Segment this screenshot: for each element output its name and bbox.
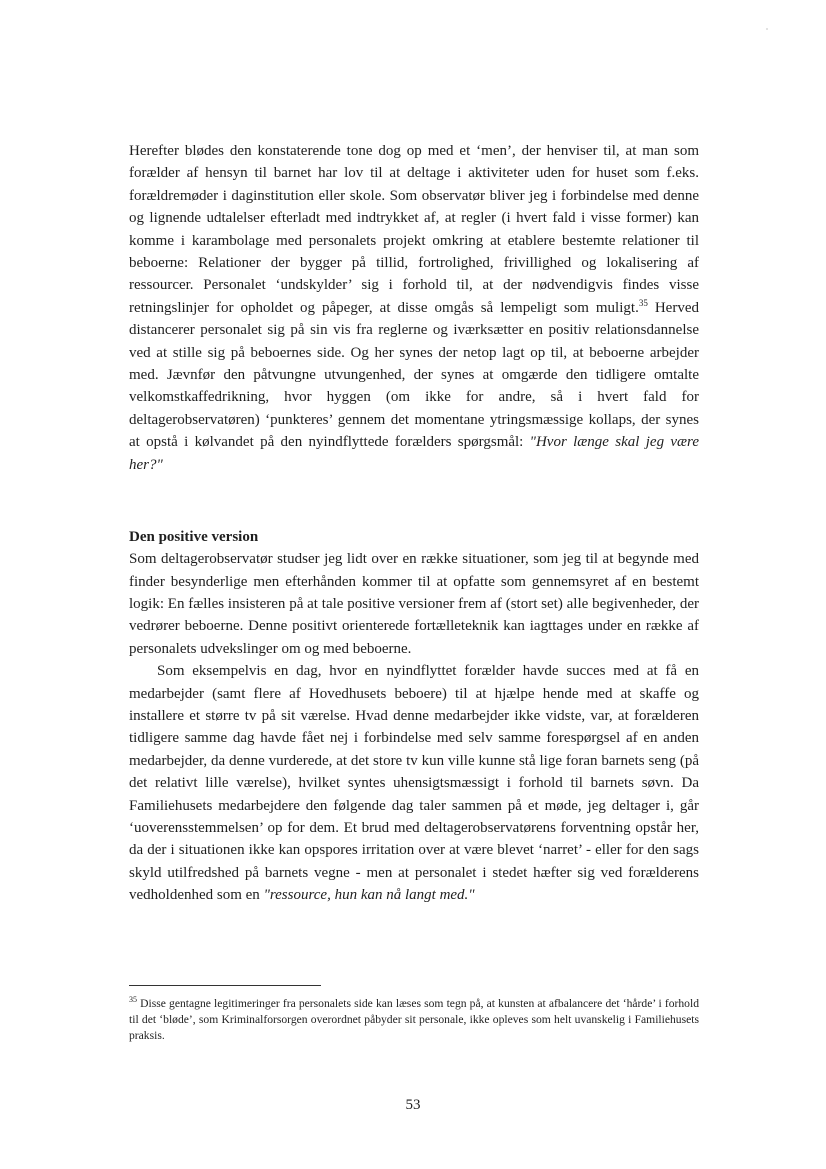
scan-speck bbox=[766, 28, 768, 30]
section-paragraph-2 bbox=[129, 660, 699, 906]
paragraph-1-quote: "Hvor længe skal jeg være her?" bbox=[129, 434, 699, 473]
footnote-text: Disse gentagne legitimeringer fra personalets side kan læses som tegn på, at kunsten at afbalancere det ‘hårde’ i forhold til det ‘bløde’, som Kriminalforsorgen overordnet påbyder sit personale, ikke opleves som helt uvanskelig i Familiehusets praksis. bbox=[129, 997, 699, 1042]
footnote-reference-35: 35 bbox=[638, 297, 648, 308]
section-paragraph-2-quote: "ressource, hun kan nå langt med." bbox=[263, 887, 475, 904]
paragraph-1-text-a: Herefter blødes den konstaterende tone dog op med et ‘men’, der henviser til, at man som forælder af hensyn til barnet har lov til at deltage i aktiviteter uden for huset som f.eks. forældremøder i daginstitution eller skole. Som observatør bliver jeg i forbindelse med denne og lignende udtalelser efterladt med indtrykket af, at regler (i hvert fald i visse former) kan komme i karambolage med personalets projekt omkring at etablere bestemte relationer til beboerne: Relationer der bygger på tillid, fortrolighed, frivillighed og lokalisering af ressourcer. Personalet ‘undskylder’ sig i forhold til, at der nødvendigvis findes visse retningslinjer for opholdet og påpeger, at disse omgås så lempeligt som muligt. bbox=[129, 143, 699, 316]
section-heading: Den positive version bbox=[129, 529, 259, 546]
paragraph-1-text-b: Herved distancerer personalet sig på sin vis fra reglerne og iværksætter en positiv relationsdannelse ved at stille sig på beboernes side. Og her synes der netop lagt op til, at beboerne arbejder med. Jævnfør den påtvungne utvungenhed, der synes at omgærde den tidligere omtalte velkomstkaffedrikning, hvor hyggen (om ikke for andre, så i hvert fald for deltagerobservatøren) ‘punkteres’ gennem det momentane ytringsmæssige kollaps, der synes at opstå i kølvandet på den nyindflyttede forælders spørgsmål: bbox=[129, 299, 699, 451]
section-paragraph-1: Som deltagerobservatør studser jeg lidt over en række situationer, som jeg til at begynde med finder besynderlige men efterhånden kommer til at opfatte som gennemsyret af en bestemt logik: En fælles insisteren på at tale positive versioner frem af (stort set) alle begivenheder, der vedrører beboerne. Denne positivt orienterede fortælleteknik kan iagttages under en række af personalets udvekslinger om og med beboerne. bbox=[129, 551, 699, 657]
body-paragraph-1 bbox=[129, 140, 699, 476]
footnote-number: 35 bbox=[129, 995, 137, 1005]
footnote-35 bbox=[129, 996, 699, 1044]
page-body bbox=[129, 140, 699, 907]
footnote-divider bbox=[129, 985, 321, 986]
section-paragraph-2-text: Som eksempelvis en dag, hvor en nyindflyttet forælder havde succes med at få en medarbejder (samt flere af Hovedhusets beboere) til at hjælpe hende med at skaffe og installere et større tv på sit værelse. Hvad denne medarbejder ikke vidste, var, at forælderen tidligere samme dag havde fået nej i forbindelse med selv samme forespørgsel af en anden medarbejder, da denne vurderede, at det store tv kun ville kunne stå lige foran barnets seng (på det relativt lille værelse), hvilket syntes uhensigtsmæssigt i forhold til barnets søvn. Da Familiehusets medarbejdere den følgende dag taler sammen på et møde, jeg deltager i, går ‘uoverensstemmelsen’ op for dem. Et brud med deltagerobservatørens forventning opstår her, da der i situationen ikke kan opspores irritation over at være blevet ‘narret’ - eller for den sags skyld utilfredshed på barnets vegne - men at personalet i stedet hæfter sig ved forælderens vedholdenhed som en bbox=[129, 663, 699, 904]
page-number: 53 bbox=[405, 1097, 421, 1113]
